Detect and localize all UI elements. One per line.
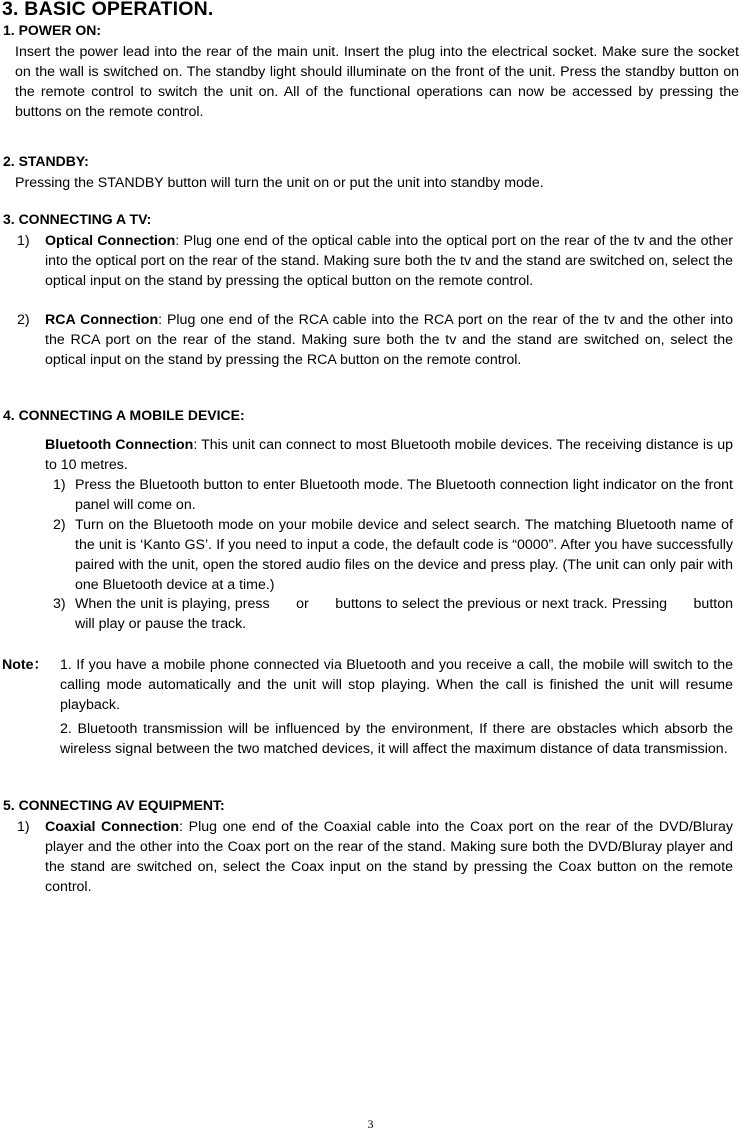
bluetooth-step-3-or: or bbox=[296, 596, 309, 612]
coaxial-connection-body: : Plug one end of the Coaxial cable into the Coax port on the rear of the DVD/Bluray player and the other into the Coax port on the rear of the stand. Making sure both the DVD/Bluray player and the stand are switched on, select the Coax input on the stand by pressing the Coax button on the remote control. bbox=[45, 819, 733, 895]
bluetooth-step-2 bbox=[75, 515, 733, 595]
bluetooth-intro-text bbox=[45, 435, 733, 475]
section-heading-connecting-tv: 3. CONNECTING A TV: bbox=[3, 211, 152, 227]
bluetooth-connection-label: Bluetooth Connection bbox=[45, 437, 194, 453]
bluetooth-step-3-part-b: buttons to select the previous or next track. Pressing bbox=[335, 596, 668, 612]
list-number: 1) bbox=[53, 477, 66, 493]
page-title: 3. BASIC OPERATION. bbox=[2, 0, 214, 20]
bluetooth-step-1: Press the Bluetooth button to enter Bluetooth mode. The Bluetooth connection light indicator on the front panel will come on. bbox=[75, 477, 733, 513]
section-heading-standby: 2. STANDBY: bbox=[3, 153, 89, 169]
section-heading-connecting-av: 5. CONNECTING AV EQUIPMENT: bbox=[3, 797, 225, 813]
bluetooth-step-3-part-c: button will play or pause the track. bbox=[75, 596, 733, 632]
rca-connection-text bbox=[45, 310, 733, 370]
section-heading-power-on: 1. POWER ON: bbox=[3, 22, 102, 38]
section-heading-connecting-mobile: 4. CONNECTING A MOBILE DEVICE: bbox=[3, 407, 245, 423]
list-number: 1) bbox=[17, 819, 30, 835]
coaxial-connection-label: Coaxial Connection bbox=[45, 819, 180, 835]
note-label: Note： bbox=[2, 657, 48, 673]
optical-connection-body: : Plug one end of the optical cable into the optical port on the rear of the tv and the other into the optical port on the rear of the stand. Making sure both the tv and the stand are switched on, select the optical input on the stand by pressing the optical button on the remote control. bbox=[45, 233, 734, 289]
page-number: 3 bbox=[367, 1117, 374, 1131]
note-item-2: 2. Bluetooth transmission will be influenced by the environment, If there are obstacles which absorb the wireless signal between the two matched devices, it will affect the maximum distance of data transmission. bbox=[60, 721, 733, 757]
bluetooth-step-3-part-a: When the unit is playing, press bbox=[75, 596, 270, 612]
optical-connection-label: Optical Connection bbox=[45, 233, 176, 249]
optical-connection-text bbox=[45, 231, 733, 291]
bluetooth-step-2-part-a: Turn on the Bluetooth mode on your mobile device and select search. The matching Bluetooth name of the unit is ‘ bbox=[75, 517, 733, 553]
power-on-text: Insert the power lead into the rear of the main unit. Insert the plug into the electrical socket. Make sure the socket on the wall is switched on. The standby light should illuminate on the front of the unit. Press the standby button on the remote control to switch the unit on. All of the functional operations can now be accessed by pressing the buttons on the remote control. bbox=[15, 44, 739, 120]
list-number: 3) bbox=[53, 596, 66, 612]
coaxial-connection-text bbox=[45, 817, 733, 897]
bluetooth-step-2-part-b: ’. If you need to input a code, the default code is “0000”. After you have successfully paired with the unit, open the stored audio files on the device and press play. (The unit can only pair with one Bluetooth device at a time.) bbox=[75, 537, 733, 593]
list-number: 2) bbox=[53, 517, 66, 533]
list-number: 1) bbox=[17, 233, 30, 249]
standby-text: Pressing the STANDBY button will turn the unit on or put the unit into standby mode. bbox=[15, 175, 544, 191]
bluetooth-device-name: Kanto GS bbox=[143, 537, 206, 553]
bluetooth-step-3 bbox=[75, 594, 733, 634]
bluetooth-intro-body: : This unit can connect to most Bluetooth mobile devices. The receiving distance is up to 10 metres. bbox=[45, 437, 733, 473]
note-item-1: 1. If you have a mobile phone connected via Bluetooth and you receive a call, the mobile will switch to the calling mode automatically and the unit will stop playing. When the call is finished the unit will resume playback. bbox=[60, 657, 733, 713]
rca-connection-label: RCA Connection bbox=[45, 312, 159, 328]
rca-connection-body: : Plug one end of the RCA cable into the RCA port on the rear of the tv and the other into the RCA port on the rear of the stand. Making sure both the tv and the stand are switched on, select the optical input on the stand by pressing the RCA button on the remote control. bbox=[45, 312, 733, 368]
list-number: 2) bbox=[17, 312, 30, 328]
